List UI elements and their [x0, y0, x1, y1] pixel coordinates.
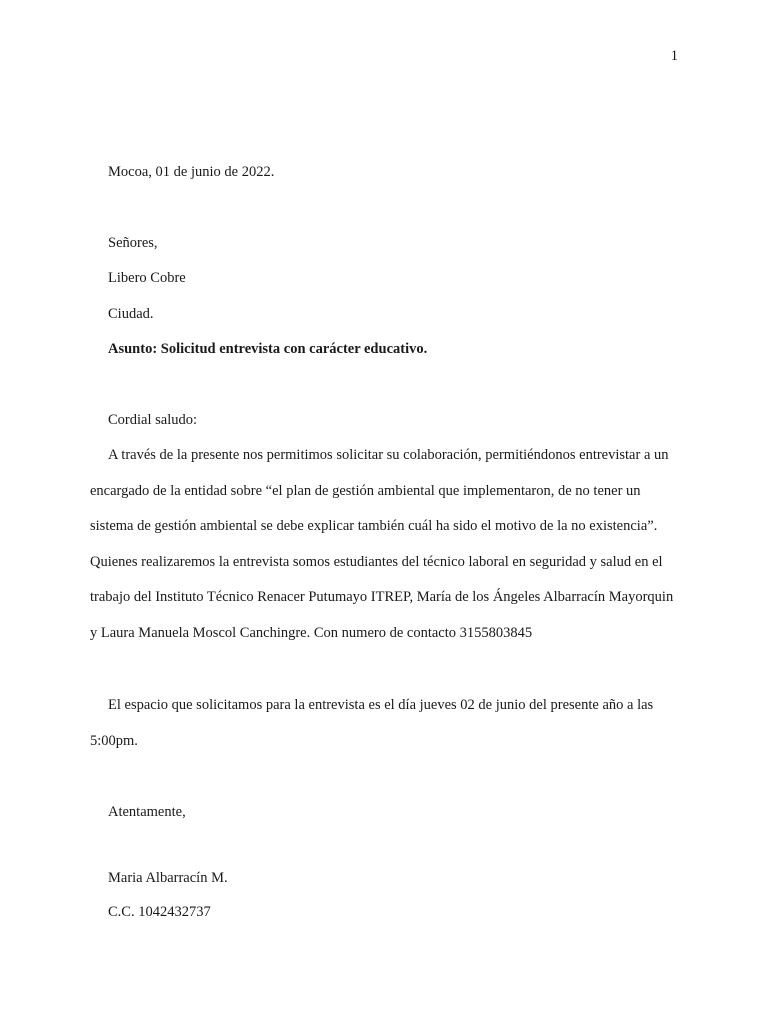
recipient-city: Ciudad. — [108, 306, 154, 322]
page-number: 1 — [670, 48, 678, 64]
date-line: Mocoa, 01 de junio de 2022. — [108, 164, 275, 180]
body-paragraph-2: El espacio que solicitamos para la entrevista es el día jueves 02 de junio del presente año a las 5:00pm. — [90, 697, 654, 749]
closing: Atentamente, — [108, 804, 186, 820]
recipient-salutation: Señores, — [108, 235, 158, 251]
recipient-name: Libero Cobre — [108, 270, 186, 286]
signature-name: Maria Albarracín M. — [108, 870, 228, 886]
body-paragraph-1: A través de la presente nos permitimos solicitar su colaboración, permitiéndonos entrevistar a un encargado de la entidad sobre “el plan de gestión ambiental que implementaron, de no tener un sistema de gestión ambiental se debe explicar también cuál ha sido el motivo de la no existencia”. Quienes realizaremos la entrevista somos estudiantes del técnico laboral en seguridad y salud en el trabajo del Instituto Técnico Renacer Putumayo ITREP, María de los Ángeles Albarracín Mayorquin y Laura Manuela Moscol Canchingre. Con numero de contacto 3155803845 — [90, 447, 674, 641]
greeting: Cordial saludo: — [108, 412, 198, 428]
signature-id: C.C. 1042432737 — [108, 904, 211, 920]
subject-line: Asunto: Solicitud entrevista con carácter educativo. — [108, 341, 428, 357]
